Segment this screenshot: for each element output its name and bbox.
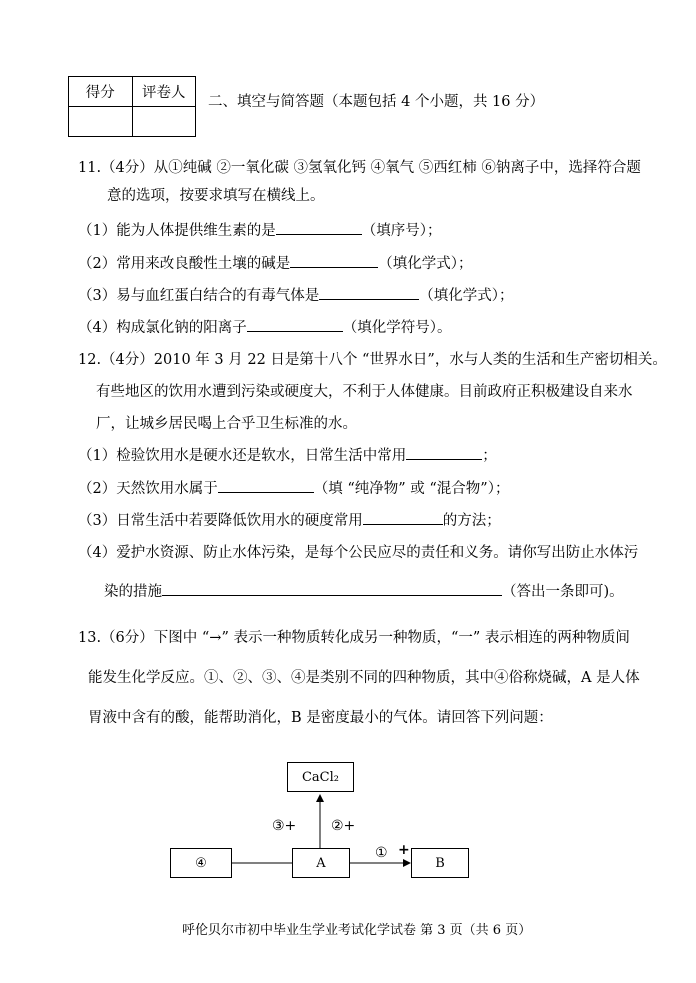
q12-sub1: （1）检验饮用水是硬水还是软水，日常生活中常用 ； xyxy=(78,448,497,464)
label-3-plus: ③+ xyxy=(272,818,297,834)
substance-a-box: A xyxy=(292,848,350,878)
q12-sub3: （3）日常生活中若要降低饮用水的硬度常用 的方法； xyxy=(78,513,501,529)
q11-line1: 11.（4分）从①纯碱 ②一氧化碳 ③氢氧化钙 ④氧气 ⑤西红柿 ⑥钠离子中，选择符合题 xyxy=(78,160,641,176)
q12-line1: 12.（4分）2010 年 3 月 22 日是第十八个 “世界水日”，水与人类的生活和生产密切相关。 xyxy=(78,352,667,368)
cacl2-box: CaCl₂ xyxy=(287,762,354,792)
score-label: 得分 xyxy=(69,77,133,107)
substance-b-box: B xyxy=(411,848,469,878)
q11-line2: 意的选项，按要求填写在横线上。 xyxy=(107,188,325,204)
q11-sub3: （3）易与血红蛋白结合的有毒气体是 （填化学式）； xyxy=(78,288,514,304)
q12-sub4-line2: 染的措施 （答出一条即可)。 xyxy=(104,584,624,600)
label-2-plus: ②+ xyxy=(331,818,356,834)
q11-sub2: （2）常用来改良酸性土壤的碱是 （填化学式）； xyxy=(78,256,473,272)
label-plus: + xyxy=(398,842,410,858)
q11-sub1: （1）能为人体提供维生素的是 （填序号）； xyxy=(78,223,442,239)
q13-line2: 能发生化学反应。①、②、③、④是类别不同的四种物质，其中④俗称烧碱，A 是人体 xyxy=(88,670,640,686)
q12-line3: 厂，让城乡居民喝上合乎卫生标准的水。 xyxy=(96,416,357,432)
grader-label: 评卷人 xyxy=(132,77,196,107)
substance-4-box: ④ xyxy=(170,848,232,878)
label-1: ① xyxy=(375,845,388,861)
q11-sub4: （4）构成氯化钠的阳离子 （填化学符号）。 xyxy=(78,320,452,336)
q12-sub2: （2）天然饮用水属于 （填 “纯净物” 或 “混合物”）； xyxy=(78,481,510,497)
q12-line2: 有些地区的饮用水遭到污染或硬度大，不利于人体健康。目前政府正积极建设自来水 xyxy=(96,384,633,400)
page-footer: 呼伦贝尔市初中毕业生学业考试化学试卷 第 3 页（共 6 页） xyxy=(182,923,532,938)
section-title: 二、填空与简答题（本题包括 4 个小题，共 16 分） xyxy=(208,94,545,110)
q13-line1: 13.（6分）下图中 “→” 表示一种物质转化成另一种物质，“一” 表示相连的两种物质间 xyxy=(78,630,630,646)
q13-line3: 胃液中含有的酸，能帮助消化，B 是密度最小的气体。请回答下列问题： xyxy=(88,710,553,726)
q12-sub4-line1: （4）爱护水资源、防止水体污染，是每个公民应尽的责任和义务。请你写出防止水体污 xyxy=(78,545,639,561)
